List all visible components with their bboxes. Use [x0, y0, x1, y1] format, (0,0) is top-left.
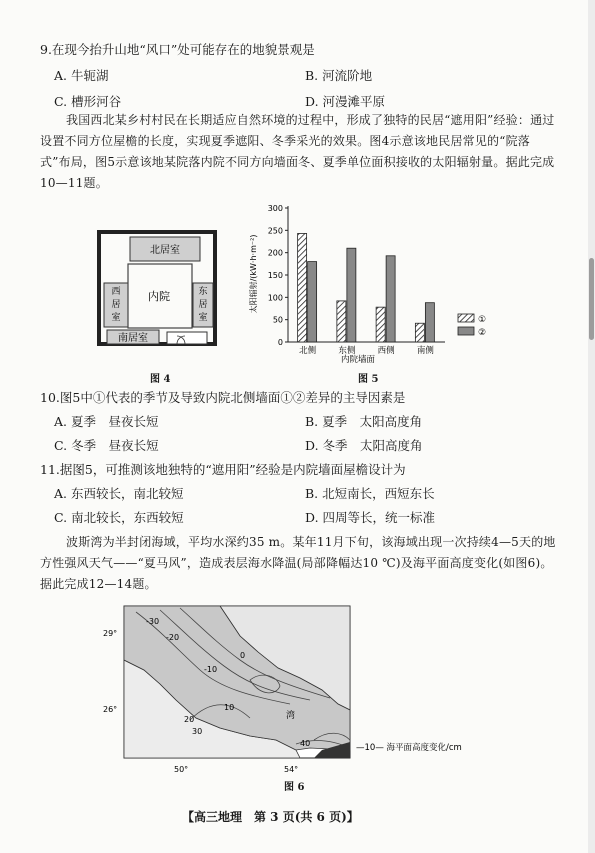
q9-option-a: A. 牛轭湖 [54, 68, 109, 83]
chart-y-tick-label: 150 [267, 271, 283, 280]
fig4-room-north: 北居室 [150, 245, 180, 256]
chart-bar-series2 [386, 256, 395, 342]
q11-option-c: C. 南北较长，东西较短 [54, 510, 184, 525]
chart-x-tick-label: 南侧 [416, 346, 434, 356]
figure-4-layout [95, 228, 225, 363]
fig4-room-south: 南居室 [118, 333, 148, 344]
q9-stem: 9.在现今抬升山地“风口”处可能存在的地貌景观是 [40, 42, 315, 57]
lat-label-29: 29° [103, 629, 118, 638]
fig4-room-east-3: 室 [198, 313, 208, 323]
q10-stem: 10.图5中①代表的季节及导致内院北侧墙面①②差异的主导因素是 [40, 390, 406, 405]
q11-option-a: A. 东西较长，南北较短 [54, 486, 184, 501]
q10-option-d: D. 冬季 太阳高度角 [305, 438, 423, 453]
q11-option-d: D. 四周等长，统一标准 [305, 510, 436, 525]
q11-stem: 11.据图5，可推测该地独特的“遮用阳”经验是内院墙面屋檐设计为 [40, 462, 406, 477]
fig4-room-west-2: 居 [111, 300, 121, 310]
figure-6-map [100, 600, 500, 780]
map-label-gulf: 湾 [286, 711, 296, 721]
fig4-room-east-2: 居 [198, 300, 208, 310]
contour-label-10: 10 [224, 703, 235, 712]
chart-legend-swatch [458, 314, 474, 322]
q10-option-a: A. 夏季 昼夜长短 [54, 414, 159, 429]
chart-legend-swatch [458, 327, 474, 335]
chart-x-tick-label: 东侧 [338, 346, 356, 356]
figure-6-caption: 图 6 [284, 782, 305, 793]
contour-label-30: 30 [192, 727, 203, 736]
chart-bar-series1 [415, 323, 424, 342]
chart-bar-series1 [337, 301, 346, 342]
figure-5-chart [240, 196, 500, 374]
chart-x-tick-label: 西侧 [377, 346, 395, 356]
contour-label-40: 40 [300, 739, 311, 748]
lat-label-26: 26° [103, 705, 118, 714]
chart-bar-series1 [298, 233, 307, 342]
chart-bar-series1 [376, 307, 385, 342]
fig4-courtyard: 内院 [148, 290, 170, 303]
q9-option-d: D. 河漫滩平原 [305, 94, 386, 109]
contour-label-neg10: -10 [204, 665, 218, 674]
chart-legend-label: ② [478, 328, 487, 338]
chart-bar-series2 [347, 248, 356, 342]
fig4-room-west-3: 室 [111, 313, 121, 323]
q9-option-b: B. 河流阶地 [305, 68, 373, 83]
chart-legend-label: ① [478, 315, 487, 325]
chart-y-tick-label: 250 [267, 226, 283, 236]
map-legend: —10— 海平面高度变化/cm [356, 743, 462, 753]
chart-y-tick-label: 300 [267, 204, 283, 213]
fig4-room-east: 东 [198, 287, 208, 297]
vertical-scrollbar[interactable] [588, 0, 595, 853]
q9-option-c: C. 槽形河谷 [54, 94, 122, 109]
scrollbar-thumb[interactable] [589, 258, 594, 340]
q11-option-b: B. 北短南长，西短东长 [305, 486, 435, 501]
chart-y-tick-label: 100 [267, 293, 283, 303]
passage-2: 波斯湾为半封闭海域，平均水深约35 m。某年11月下旬，该海域出现一次持续4—5天的地方性强风天气——“夏马风”，造成表层海水降温(局部降幅达10 ℃)及海平面高度变化(如图6)。据此完成12—14题。 [40, 535, 556, 591]
contour-label-neg20: -20 [166, 633, 180, 642]
contour-label-20: 20 [184, 715, 195, 724]
contour-label-0: 0 [240, 651, 246, 660]
lon-label-50: 50° [174, 765, 189, 774]
page-footer: 【高三地理 第 3 页(共 6 页)】 [182, 810, 359, 824]
chart-xlabel: 内院墙面 [340, 355, 376, 365]
chart-bar-series2 [425, 303, 434, 342]
chart-y-tick-label: 200 [267, 248, 283, 258]
chart-x-tick-label: 北侧 [299, 346, 317, 356]
fig4-room-west: 西 [111, 287, 121, 297]
figure-5-caption: 图 5 [358, 374, 379, 385]
passage-1: 我国西北某乡村村民在长期适应自然环境的过程中，形成了独特的民居“遮用阳”经验：通过设置不同方位屋檐的长度，实现夏季遮阳、冬季采光的效果。图4示意该地民居常见的“院落式”布局，图5示意该地某院落内院不同方向墙面冬、夏季单位面积接收的太阳辐射量。据此完成10—11题。 [40, 113, 555, 190]
q10-option-c: C. 冬季 昼夜长短 [54, 438, 159, 453]
chart-ylabel: 太阳辐射/(kW·h·m⁻²) [249, 234, 258, 314]
contour-label-neg30: -30 [146, 617, 160, 626]
chart-bar-series2 [308, 262, 317, 342]
lon-label-54: 54° [284, 765, 299, 774]
chart-y-tick-label: 50 [272, 315, 283, 325]
chart-y-tick-label: 0 [277, 338, 283, 347]
figure-4-caption: 图 4 [150, 374, 171, 385]
q10-option-b: B. 夏季 太阳高度角 [305, 414, 423, 429]
